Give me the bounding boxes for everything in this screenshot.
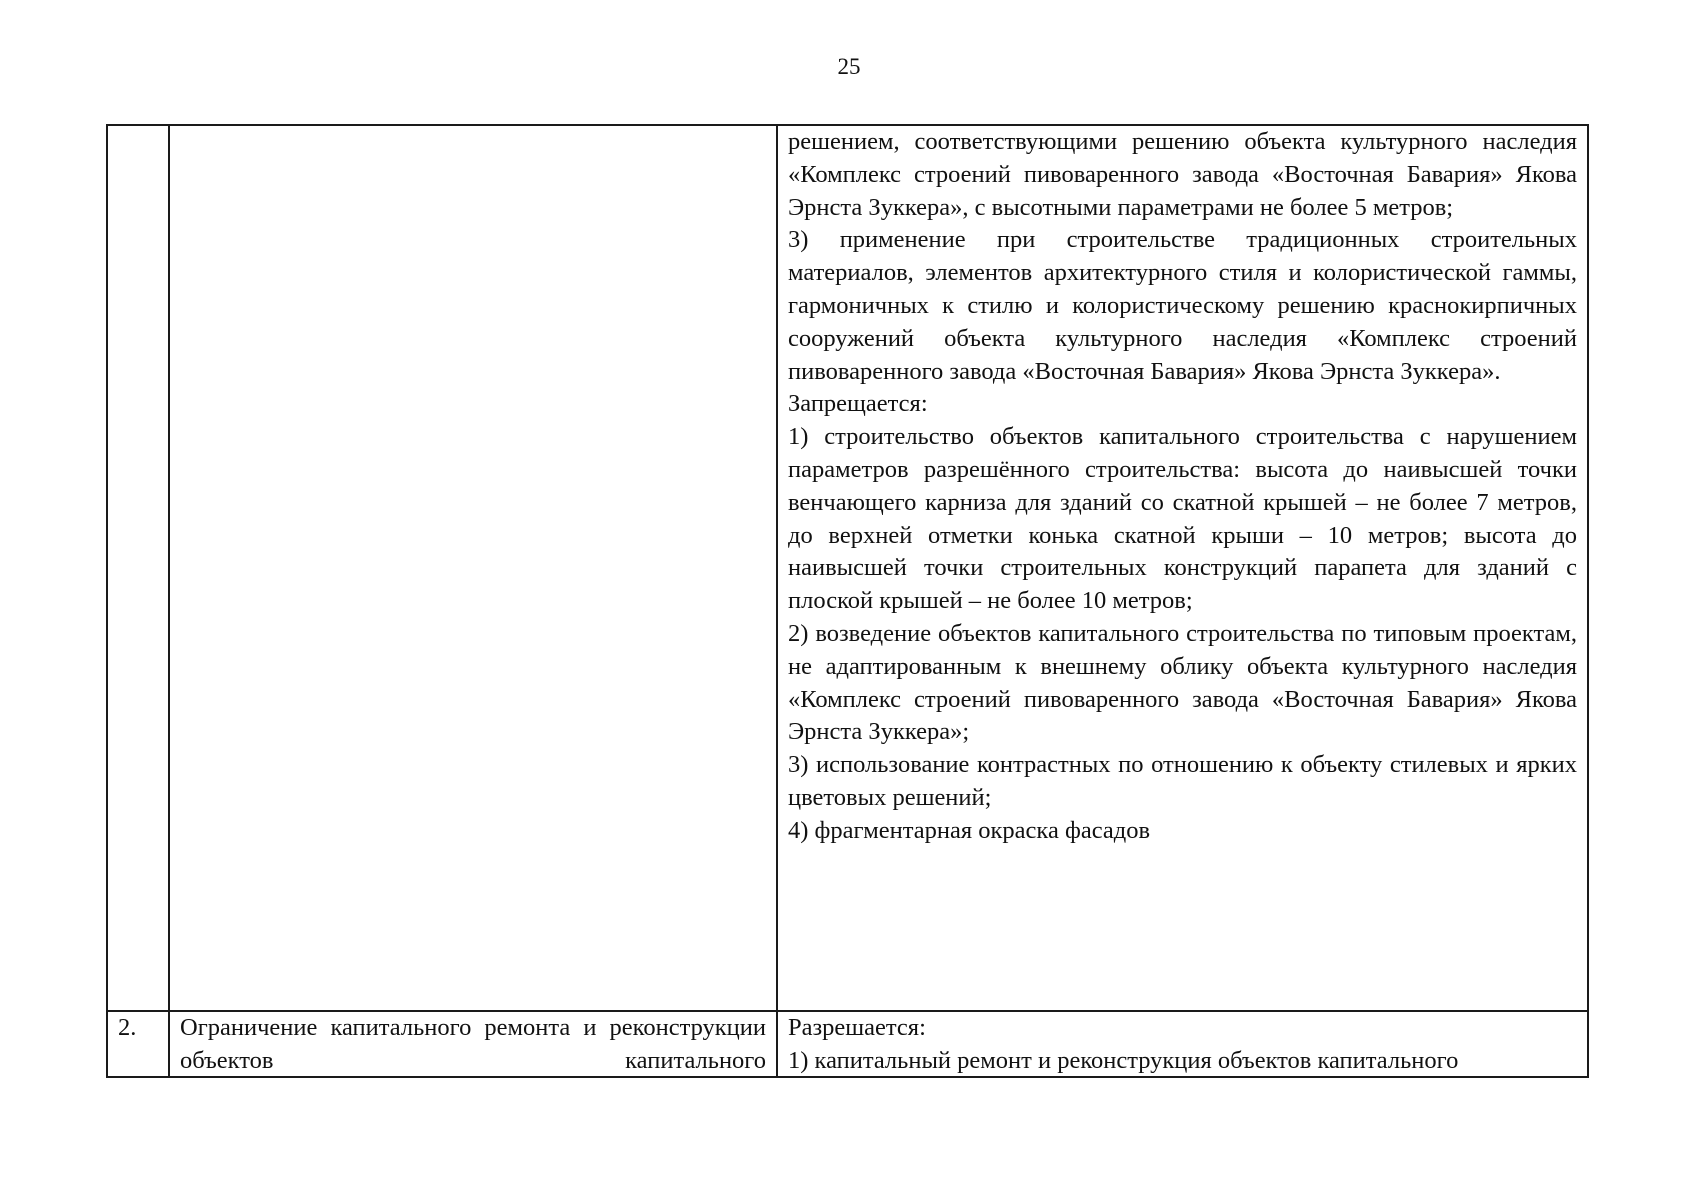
row-number: 2.	[118, 1014, 137, 1041]
table-row	[107, 125, 1588, 1011]
page-number: 25	[837, 54, 861, 79]
requirement-paragraph: решением, соответствующими решению объекта культурного наследия «Комплекс строений пивоваренного завода «Восточная Бавария» Якова Эрнста Зуккера», с высотными параметрами не более 5 метров;	[788, 128, 1577, 221]
zone-name-cell	[169, 1011, 777, 1077]
table-row	[107, 1011, 1588, 1077]
requirement-paragraph: 4) фрагментарная окраска фасадов	[788, 816, 1151, 844]
zone-name-cell	[169, 125, 777, 1011]
requirement-paragraph: 1) строительство объектов капитального строительства с нарушением параметров разрешённого строительства: высота до наивысшей точки венчающего карниза для зданий со скатной крышей – не более 7 метров, до верхней отметки конька скатной крыши – 10 метров; высота до наивысшей точки строительных конструкций парапета для зданий с плоской крышей – не более 10 метров;	[788, 423, 1577, 615]
requirement-paragraph: 3) применение при строительстве традиционных строительных материалов, элементов архитектурного стиля и колористической гаммы, гармоничных к стилю и колористическому решению краснокирпичных сооружений объекта культурного наследия «Комплекс строений пивоваренного завода «Восточная Бавария» Якова Эрнста Зуккера».	[788, 226, 1577, 385]
row-number-cell	[107, 1011, 169, 1077]
section-heading-allowed: Разрешается:	[788, 1014, 926, 1041]
regulations-table	[106, 124, 1589, 1078]
requirement-paragraph: 1) капитальный ремонт и реконструкция объектов капитального	[788, 1046, 1459, 1074]
zone-name: Ограничение капитального ремонта и реконструкции объектов капитального	[180, 1014, 766, 1074]
requirement-paragraph: 2) возведение объектов капитального строительства по типовым проектам, не адаптированным к внешнему облику объекта культурного наследия «Комплекс строений пивоваренного завода «Восточная Бавария» Якова Эрнста Зуккера»;	[788, 619, 1577, 746]
section-heading-prohibited: Запрещается:	[788, 390, 928, 418]
row-number-cell	[107, 125, 169, 1011]
requirement-paragraph: 3) использование контрастных по отношению к объекту стилевых и ярких цветовых решений;	[788, 751, 1577, 811]
requirements-cell	[777, 125, 1588, 1011]
requirements-cell	[777, 1011, 1588, 1077]
